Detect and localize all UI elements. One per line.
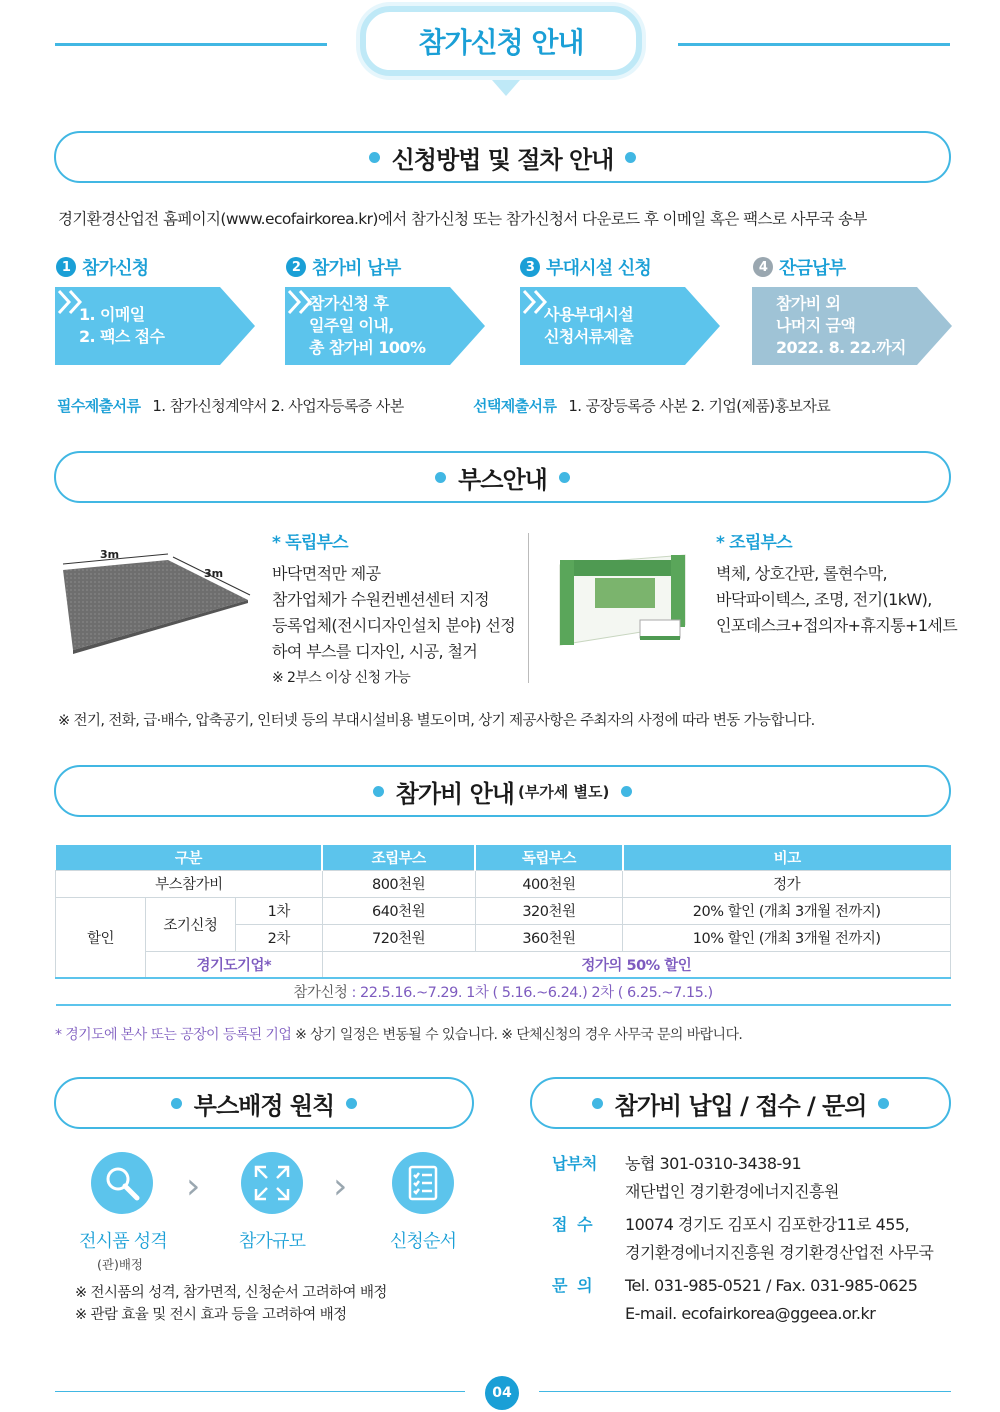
independent-booth-title: * 독립부스	[272, 533, 348, 553]
contact-line: 재단법인 경기환경에너지진흥원	[625, 1182, 839, 1201]
table-cell: 10% 할인 (개최 3개월 전까지)	[623, 924, 951, 951]
contact-line: 10074 경기도 김포시 김포한강11로 455,	[625, 1215, 910, 1234]
chevron-right-icon: ›	[186, 1166, 201, 1207]
step-title: 참가신청	[82, 258, 149, 279]
table-cell: 800천원	[322, 870, 475, 897]
table-cell: 정가의 50% 할인	[322, 951, 950, 978]
contact-heading-box	[530, 1077, 951, 1129]
step-title: 참가비 납부	[312, 258, 401, 279]
booth-heading: 부스안내	[458, 465, 547, 494]
footer-line-left	[55, 1391, 465, 1392]
row-label: 부스참가비	[56, 870, 323, 897]
page-title: 참가신청 안내	[418, 26, 584, 59]
step-title: 잔금납부	[779, 258, 846, 279]
footer-line-right	[539, 1391, 951, 1392]
note-line: ※ 관람 효율 및 전시 효과 등을 고려하여 배정	[75, 1307, 347, 1323]
step-number: 2	[286, 257, 306, 277]
required-docs-label: 필수제출서류	[57, 397, 141, 415]
page-title-box	[360, 6, 642, 76]
fee-heading-note: (부가세 별도)	[517, 782, 610, 801]
bullet-dot	[373, 786, 384, 797]
table-header-row	[56, 845, 951, 870]
step-3-text	[544, 287, 633, 365]
header-line-right	[678, 43, 950, 46]
step-line: 2. 팩스 접수	[79, 327, 165, 346]
column-header: 독립부스	[475, 845, 623, 870]
step-3-label	[520, 254, 651, 280]
table-row	[56, 870, 951, 897]
step-line: 참가신청 후	[309, 294, 389, 313]
assignment-sublabel: (관)배정	[97, 1257, 143, 1272]
table-cell: 640천원	[322, 897, 475, 924]
contact-line: 농협 301-0310-3438-91	[625, 1154, 802, 1173]
assignment-heading: 부스배정 원칙	[193, 1091, 335, 1120]
bullet-dot	[346, 1098, 357, 1109]
step-1-text	[79, 287, 164, 365]
assignment-label: 전시품 성격	[79, 1231, 167, 1252]
step-4-box	[752, 287, 952, 365]
table-row	[56, 897, 951, 924]
desc-note: ※ 2부스 이상 신청 가능	[272, 670, 411, 686]
procedure-intro: 경기환경산업전 홈페이지(www.ecofairkorea.kr)에서 참가신청 또는 참가신청서 다운로드 후 이메일 혹은 팩스로 사무국 송부	[58, 210, 867, 228]
desc-line: 참가업체가 수원컨벤션센터 지정	[272, 590, 489, 609]
expand-icon	[241, 1152, 303, 1214]
required-docs-text: 1. 참가신청계약서 2. 사업자등록증 사본	[152, 397, 404, 415]
table-row	[56, 978, 951, 1005]
desc-line: 바닥면적만 제공	[272, 564, 381, 583]
desc-line: 등록업체(전시디자인설치 분야) 선정	[272, 616, 516, 635]
table-cell: 20% 할인 (개최 3개월 전까지)	[623, 897, 951, 924]
assignment-notes	[75, 1282, 387, 1326]
column-header: 비고	[623, 845, 951, 870]
checklist-icon	[392, 1152, 454, 1214]
step-number: 4	[753, 257, 773, 277]
step-line: 신청서류제출	[544, 327, 634, 346]
assignment-heading-box	[54, 1077, 474, 1129]
double-chevron-icon	[520, 287, 550, 317]
optional-docs-label: 선택제출서류	[473, 397, 557, 415]
column-header: 조립부스	[322, 845, 475, 870]
required-docs	[57, 395, 404, 416]
table-cell: 360천원	[475, 924, 623, 951]
double-chevron-icon	[285, 287, 315, 317]
step-line: 총 참가비 100%	[309, 338, 426, 357]
bullet-dot	[625, 152, 636, 163]
email-link[interactable]: E-mail. ecofairkorea@ggeea.or.kr	[625, 1304, 876, 1323]
procedure-heading-box	[54, 131, 951, 183]
row-label: 2차	[235, 924, 322, 951]
contact-heading: 참가비 납입 / 접수 / 문의	[614, 1091, 867, 1120]
bullet-dot	[369, 152, 380, 163]
footnote-gyeonggi: * 경기도에 본사 또는 공장이 등록된 기업	[55, 1027, 292, 1043]
step-line: 사용부대시설	[544, 305, 634, 324]
inquiry-label: 문 의	[552, 1276, 593, 1295]
desc-line: 바닥파이텍스, 조명, 전기(1kW),	[716, 590, 932, 609]
double-chevron-icon	[55, 287, 85, 317]
assembled-booth-desc	[716, 561, 957, 639]
step-1-box	[55, 287, 255, 365]
period-label: 참가신청	[293, 985, 348, 1001]
fee-heading: 참가비 안내	[395, 779, 514, 808]
optional-docs	[473, 395, 830, 416]
assembled-booth-title: * 조립부스	[716, 533, 792, 553]
desc-line: 벽체, 상호간판, 롤현수막,	[716, 564, 887, 583]
payee-value	[625, 1150, 985, 1206]
fee-footnote	[55, 1024, 742, 1044]
step-4-label	[753, 254, 845, 280]
inquiry-row	[552, 1272, 952, 1328]
step-3-box	[520, 287, 720, 365]
assignment-label: 신청순서	[389, 1231, 457, 1252]
contact-line: 경기환경에너지진흥원 경기환경산업전 사무국	[625, 1243, 934, 1262]
step-2-label	[286, 254, 400, 280]
fee-heading-box	[54, 765, 951, 817]
assembled-booth-illustration	[555, 550, 695, 650]
chevron-right-icon: ›	[333, 1166, 348, 1207]
footnote-rest: ※ 상기 일정은 변동될 수 있습니다. ※ 단체신청의 경우 사무국 문의 바랍니다.	[291, 1027, 743, 1043]
table-row	[56, 951, 951, 978]
step-2-box	[285, 287, 485, 365]
header-line-left	[55, 43, 327, 46]
independent-booth-desc	[272, 561, 515, 691]
page-number: 04	[485, 1376, 519, 1410]
column-header: 구분	[56, 845, 323, 870]
title-pointer	[492, 80, 520, 96]
step-line: 일주일 이내,	[309, 316, 394, 335]
step-title: 부대시설 신청	[546, 258, 651, 279]
bullet-dot	[559, 472, 570, 483]
desc-line: 인포데스크+접의자+휴지통+1세트	[716, 616, 958, 635]
row-label: 할인	[56, 897, 146, 978]
payee-row	[552, 1150, 952, 1206]
step-line: 2022. 8. 22.까지	[776, 338, 906, 357]
bullet-dot	[435, 472, 446, 483]
step-4-text	[776, 287, 906, 365]
table-cell: 400천원	[475, 870, 623, 897]
payee-label: 납부처	[552, 1154, 597, 1173]
row-label: 조기신청	[145, 897, 235, 951]
row-label: 1차	[235, 897, 322, 924]
bullet-dot	[878, 1098, 889, 1109]
magnifier-icon	[91, 1152, 153, 1214]
booth-divider	[528, 533, 529, 683]
desc-line: 하여 부스를 디자인, 시공, 철거	[272, 642, 478, 661]
receipt-row	[552, 1211, 952, 1267]
fee-table	[55, 845, 951, 1006]
floor-space-illustration	[58, 545, 258, 660]
table-cell: 720천원	[322, 924, 475, 951]
step-number: 3	[520, 257, 540, 277]
facility-notice: ※ 전기, 전화, 급·배수, 압축공기, 인터넷 등의 부대시설비용 별도이며, 상기 제공사항은 주최자의 사정에 따라 변동 가능합니다.	[58, 713, 815, 729]
contact-line[interactable]: Tel. 031-985-0521 / Fax. 031-985-0625	[625, 1276, 918, 1295]
optional-docs-text: 1. 공장등록증 사본 2. 기업(제품)홍보자료	[568, 397, 831, 415]
period-text: : 22.5.16.~7.29. 1차 ( 5.16.~6.24.) 2차 ( 6.25.~7.15.)	[347, 985, 713, 1001]
application-period	[56, 978, 951, 1005]
step-line: 1. 이메일	[79, 305, 145, 324]
dimension-label: 3m	[204, 567, 224, 580]
step-line: 나머지 금액	[776, 316, 856, 335]
note-line: ※ 전시품의 성격, 참가면적, 신청순서 고려하여 배정	[75, 1285, 387, 1301]
bullet-dot	[592, 1098, 603, 1109]
booth-heading-box	[54, 451, 951, 503]
step-line: 참가비 외	[776, 294, 841, 313]
procedure-heading: 신청방법 및 절차 안내	[391, 145, 614, 174]
assignment-label: 참가규모	[238, 1231, 306, 1252]
receipt-value	[625, 1211, 985, 1267]
table-cell: 320천원	[475, 897, 623, 924]
row-label: 경기도기업*	[145, 951, 322, 978]
inquiry-value	[625, 1272, 985, 1328]
table-cell: 정가	[623, 870, 951, 897]
receipt-label: 접 수	[552, 1215, 593, 1234]
step-1-label	[56, 254, 148, 280]
bullet-dot	[621, 786, 632, 797]
bullet-dot	[171, 1098, 182, 1109]
step-2-text	[309, 287, 425, 365]
step-number: 1	[56, 257, 76, 277]
dimension-label: 3m	[100, 548, 120, 561]
